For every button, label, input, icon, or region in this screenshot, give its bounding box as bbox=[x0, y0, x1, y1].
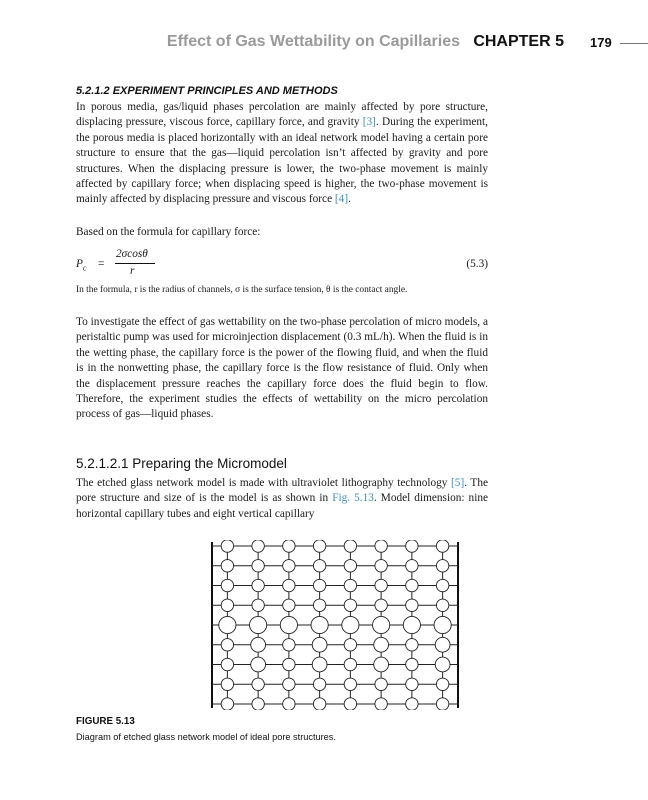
paragraph-intro-text-2: . During the experiment, the porous media is placed horizontally with an ideal network model having a certain pore structure to ensure that the gas—liquid percolation isn’t affected by gravity and pore structures. When the displacing pressure is lower, the two-phase movement is mainly affected by capillary force; when displacing speed is higher, the two-phase movement is mainly affected by displacing pressure and viscous force bbox=[76, 116, 488, 206]
figure-caption: Diagram of etched glass network model of ideal pore structures. bbox=[76, 732, 336, 742]
pore-node bbox=[406, 579, 418, 591]
pore-node bbox=[344, 639, 356, 651]
pore-node bbox=[344, 698, 356, 710]
pore-node bbox=[283, 560, 295, 572]
figure-label: FIGURE 5.13 bbox=[76, 716, 135, 727]
pore-node bbox=[344, 560, 356, 572]
subsection-heading: 5.2.1.2.1 Preparing the Micromodel bbox=[76, 456, 287, 471]
pore-node bbox=[250, 616, 267, 633]
equation-numerator: 2σcosθ bbox=[116, 248, 148, 260]
pore-node bbox=[344, 540, 356, 552]
pore-node bbox=[344, 579, 356, 591]
pore-node bbox=[283, 678, 295, 690]
pore-node bbox=[252, 540, 264, 552]
pore-node bbox=[252, 599, 264, 611]
equation-lhs-subscript: c bbox=[82, 263, 87, 273]
pore-node bbox=[436, 678, 448, 690]
pore-node bbox=[342, 616, 359, 633]
pore-node bbox=[313, 698, 325, 710]
paragraph-investigation: To investigate the effect of gas wettability on the two-phase percolation of micro models, a peristaltic pump was used for microinjection displacement (0.3 mL/h). When the fluid is in the wetting phase, the capillary force is the power of the flowing fluid, and when the fluid is in the nonwetting phase, the capillary force is the flow resistance of fluid. Only when the displacement pressure reaches the capillary force does the fluid begin to flow. Therefore, the experiment studies the effects of wettability on the micro percolation process of gas—liquid phases. bbox=[76, 316, 488, 421]
pore-node bbox=[252, 678, 264, 690]
pore-node bbox=[221, 579, 233, 591]
pore-node bbox=[406, 639, 418, 651]
pore-node bbox=[252, 560, 264, 572]
pore-node bbox=[313, 540, 325, 552]
pore-node bbox=[219, 616, 236, 633]
pore-node bbox=[283, 698, 295, 710]
figure-pore-network-diagram bbox=[210, 540, 460, 710]
pore-node bbox=[406, 540, 418, 552]
pore-node bbox=[283, 599, 295, 611]
fraction-bar bbox=[115, 263, 155, 264]
pore-node bbox=[311, 616, 328, 633]
pore-node bbox=[312, 637, 327, 652]
equation-5-3 bbox=[76, 246, 488, 280]
pore-node bbox=[374, 657, 389, 672]
pore-node bbox=[436, 540, 448, 552]
pore-node bbox=[375, 540, 387, 552]
pore-node bbox=[283, 658, 295, 670]
pore-node bbox=[436, 599, 448, 611]
running-header-chapter: CHAPTER 5 bbox=[473, 33, 564, 50]
paragraph-intro-text: In porous media, gas/liquid phases percolation are mainly affected by pore structure, displacing pressure, viscous force, capillary force, and gravity bbox=[76, 101, 488, 129]
pore-node bbox=[251, 637, 266, 652]
pore-node bbox=[221, 698, 233, 710]
pore-node bbox=[344, 599, 356, 611]
pore-node bbox=[313, 560, 325, 572]
page-number: 179 bbox=[590, 35, 612, 50]
pore-node bbox=[221, 678, 233, 690]
pore-node bbox=[283, 540, 295, 552]
pore-node bbox=[436, 698, 448, 710]
equation-denominator: r bbox=[130, 265, 135, 277]
pore-node bbox=[435, 657, 450, 672]
pore-node bbox=[252, 698, 264, 710]
pore-node bbox=[344, 658, 356, 670]
citation-link-3[interactable]: [3] bbox=[362, 116, 376, 129]
pore-node bbox=[406, 560, 418, 572]
pore-node bbox=[221, 599, 233, 611]
pore-node bbox=[344, 678, 356, 690]
paragraph-intro-end: . bbox=[348, 193, 351, 206]
pore-node bbox=[283, 639, 295, 651]
paragraph-intro bbox=[76, 100, 488, 208]
running-header-title: Effect of Gas Wettability on Capillaries bbox=[166, 33, 460, 50]
pore-node bbox=[434, 616, 451, 633]
pore-node bbox=[373, 616, 390, 633]
pore-node bbox=[436, 560, 448, 572]
pore-node bbox=[221, 658, 233, 670]
pore-node bbox=[406, 698, 418, 710]
pore-node bbox=[375, 698, 387, 710]
figure-link-5-13[interactable]: Fig. 5.13 bbox=[332, 492, 374, 505]
pore-node bbox=[406, 599, 418, 611]
pore-node bbox=[406, 678, 418, 690]
paragraph-micromodel bbox=[76, 476, 488, 522]
equation-number: (5.3) bbox=[466, 258, 488, 270]
paragraph-micromodel-text-2: . The pore structure and size of is the model is as shown in bbox=[76, 477, 488, 505]
pore-node bbox=[313, 599, 325, 611]
citation-link-4[interactable]: [4] bbox=[334, 193, 349, 206]
pore-node bbox=[280, 616, 297, 633]
pore-node bbox=[375, 579, 387, 591]
pore-node bbox=[375, 678, 387, 690]
pore-node bbox=[436, 579, 448, 591]
pore-node bbox=[313, 579, 325, 591]
pore-node bbox=[221, 639, 233, 651]
pore-node bbox=[312, 657, 327, 672]
paragraph-micromodel-text-3: . Model dimension: nine horizontal capillary tubes and eight vertical capillary bbox=[76, 492, 489, 520]
pore-node bbox=[251, 657, 266, 672]
equation-equals: = bbox=[98, 258, 105, 270]
header-rule bbox=[620, 43, 648, 44]
pore-node bbox=[406, 658, 418, 670]
pore-node bbox=[435, 637, 450, 652]
pore-node bbox=[375, 560, 387, 572]
pore-node bbox=[221, 560, 233, 572]
pore-node bbox=[374, 637, 389, 652]
pore-node bbox=[375, 599, 387, 611]
pore-node bbox=[221, 540, 233, 552]
equation-lhs: $P_c$ bbox=[76, 258, 87, 273]
equation-note: In the formula, r is the radius of channels, σ is the surface tension, θ is the contact angle. bbox=[76, 285, 408, 295]
pore-node bbox=[403, 616, 420, 633]
pore-node bbox=[252, 579, 264, 591]
paragraph-micromodel-text: The etched glass network model is made with ultraviolet lithography technology bbox=[76, 477, 452, 489]
section-heading: 5.2.1.2 EXPERIMENT PRINCIPLES AND METHODS bbox=[76, 85, 338, 97]
pore-node bbox=[313, 678, 325, 690]
citation-link-5[interactable]: [5] bbox=[451, 477, 465, 489]
pore-node bbox=[283, 579, 295, 591]
paragraph-formula-intro: Based on the formula for capillary force: bbox=[76, 226, 261, 238]
